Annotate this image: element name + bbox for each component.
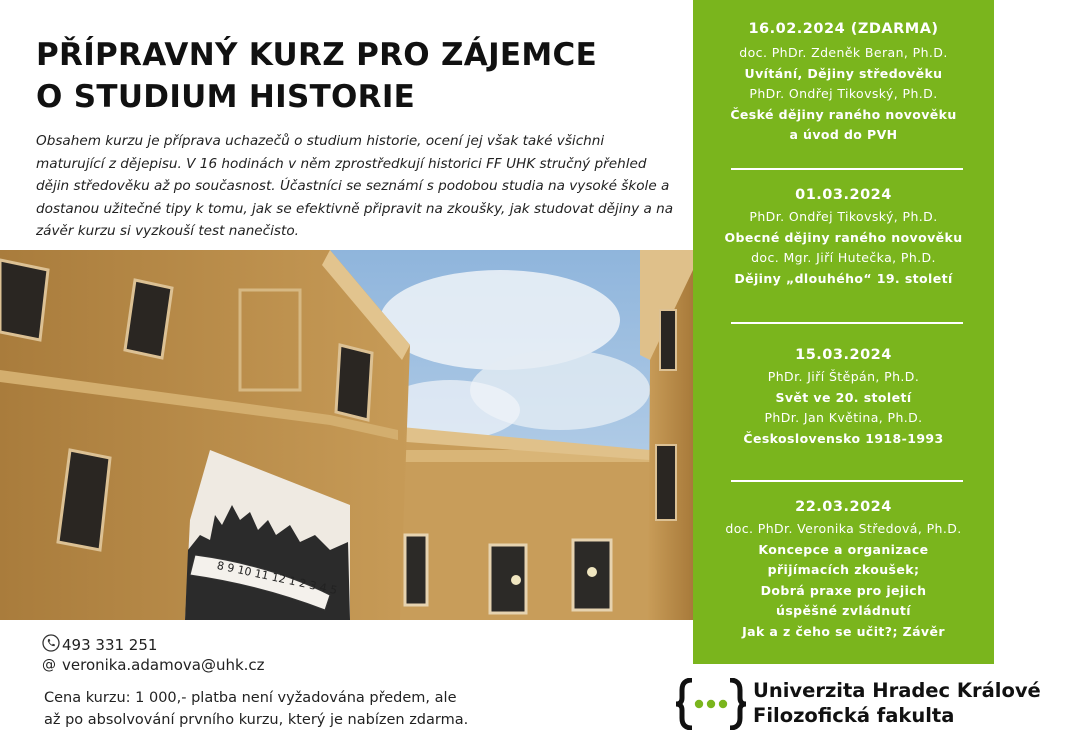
email-address[interactable]: veronika.adamova@uhk.cz (62, 656, 265, 674)
divider (731, 480, 963, 482)
session-1 (693, 19, 994, 146)
session-date: 22.03.2024 (795, 499, 892, 515)
page-title (36, 34, 676, 118)
lecturer: PhDr. Ondřej Tikovský, Ph.D. (749, 209, 938, 224)
session-date: 01.03.2024 (795, 187, 892, 203)
session-date: 15.03.2024 (795, 347, 892, 363)
topic: Koncepce a organizace (758, 541, 929, 557)
building-photo (0, 250, 693, 620)
topic: Dějiny „dlouhého“ 19. století (734, 270, 953, 286)
phone-icon (42, 634, 62, 656)
topic: Jak a z čeho se učit?; Závěr (742, 623, 945, 639)
topic: Uvítání, Dějiny středověku (744, 65, 943, 81)
topic: úspěšné zvládnutí (776, 603, 911, 618)
divider (731, 322, 963, 324)
divider (731, 168, 963, 170)
logo-line-1: Univerzita Hradec Králové (753, 679, 1041, 702)
university-logo (676, 676, 1056, 732)
phone-number[interactable]: 493 331 251 (62, 636, 158, 654)
lecturer: doc. PhDr. Zdeněk Beran, Ph.D. (739, 45, 948, 60)
price-line-2: až po absolvování prvního kurzu, který je nabízen zdarma. (44, 711, 469, 728)
lecturer: PhDr. Ondřej Tikovský, Ph.D. (749, 86, 938, 101)
title-line-2: O STUDIUM HISTORIE (36, 79, 416, 115)
intro-paragraph: Obsahem kurzu je příprava uchazečů o studium historie, ocení jej však také všichni maturující z dějepisu. V 16 hodinách v něm zprostředkují historici FF UHK stručný přehled dějin středověku až po současnost. Účastníci se seznámí s podobou studia na vysoké škole a dostanou užitečné tipy k tomu, jak se efektivně připravit na zkoušky, jak studovat dějiny a na závěr kurzu si vyzkouší test nanečisto. (36, 133, 674, 239)
session-4 (693, 497, 994, 642)
title-line-1: PŘÍPRAVNÝ KURZ PRO ZÁJEMCE (36, 37, 598, 73)
topic: a úvod do PVH (789, 127, 898, 142)
topic: Svět ve 20. století (775, 389, 912, 405)
topic: Československo 1918-1993 (743, 430, 944, 446)
price-note (44, 688, 604, 731)
at-icon: @ (42, 657, 56, 673)
lecturer: PhDr. Jan Květina, Ph.D. (764, 410, 923, 425)
sundial-numbers: 8 9 10 11 12 1 2 3 4 5 (215, 558, 339, 598)
topic: přijímacích zkoušek; (767, 562, 920, 577)
uhk-logo-mark (676, 678, 746, 730)
lecturer: doc. PhDr. Veronika Středová, Ph.D. (725, 521, 962, 536)
logo-line-2: Filozofická fakulta (753, 704, 955, 727)
topic: Obecné dějiny raného novověku (724, 229, 963, 245)
topic: Dobrá praxe pro jejich (760, 582, 927, 598)
topic: České dějiny raného novověku (730, 106, 957, 122)
price-line-1: Cena kurzu: 1 000,- platba není vyžadována předem, ale (44, 690, 457, 706)
lecturer: PhDr. Jiří Štěpán, Ph.D. (767, 369, 920, 384)
session-2 (693, 185, 994, 289)
schedule-panel (693, 0, 994, 664)
email-contact (42, 656, 265, 674)
session-3 (693, 345, 994, 449)
lecturer: doc. Mgr. Jiří Hutečka, Ph.D. (751, 250, 936, 265)
session-date: 16.02.2024 (ZDARMA) (748, 21, 939, 37)
logo-text (753, 678, 1041, 728)
phone-contact (42, 634, 157, 656)
